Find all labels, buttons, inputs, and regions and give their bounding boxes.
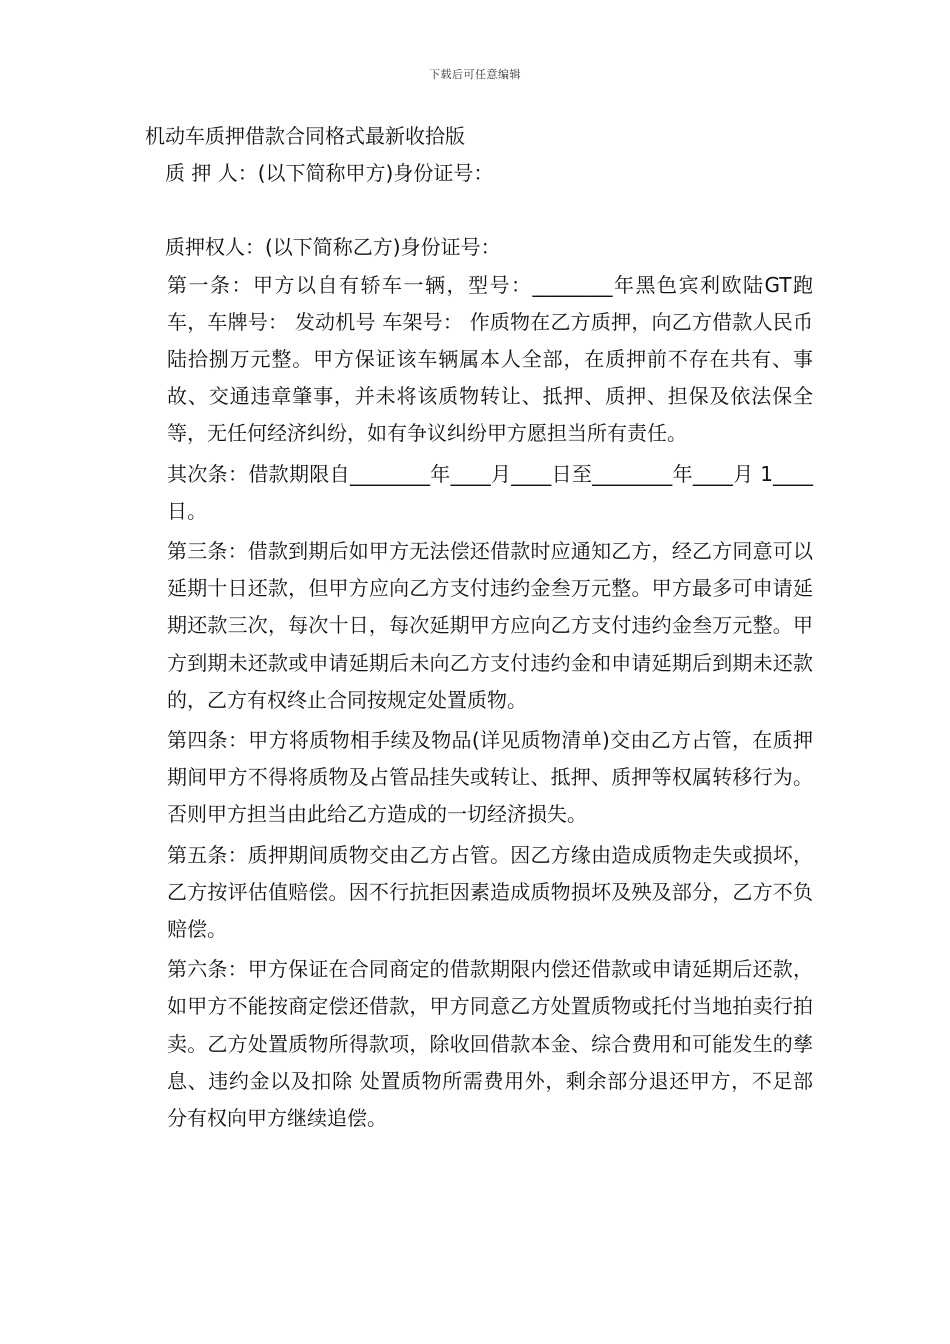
document-body: [145, 118, 813, 1137]
article-6: 第六条：甲方保证在合同商定的借款期限内偿还借款或申请延期后还款，如甲方不能按商定偿还借款，甲方同意乙方处置质物或托付当地拍卖行拍卖。乙方处置质物所得款项，除收回借款本金、综合费用和可能发生的孳息、违约金以及扣除 处置质物所需费用外，剩余部分退还甲方，不足部分有权向甲方继续追偿。: [167, 957, 813, 1131]
pledgee-line: 质押权人：(以下简称乙方)身份证号：: [165, 235, 501, 260]
article-1: 第一条：甲方以自有轿车一辆，型号：________年黑色宾利欧陆GT跑车，车牌号： 发动机号 车架号： 作质物在乙方质押，向乙方借款人民币陆拾捌万元整。甲方保证该车辆属本人全部，在质押前不存在共有、事故、交通违章肇事，并未将该质物转让、抵押、质押、担保及依法保全等，无任何经济纠纷，如有争议纠纷甲方愿担当所有责任。: [167, 272, 813, 446]
article-2: 其次条：借款期限自________年____月____日至________年____月 1____日。: [167, 461, 813, 523]
pledgor-line: 质 押 人：(以下简称甲方)身份证号：: [165, 161, 494, 186]
header-note: 下载后可任意编辑: [429, 68, 521, 81]
article-4: 第四条：甲方将质物相手续及物品(详见质物清单)交由乙方占管，在质押期间甲方不得将质物及占管品挂失或转让、抵押、质押等权属转移行为。否则甲方担当由此给乙方造成的一切经济损失。: [167, 728, 813, 827]
article-3: 第三条：借款到期后如甲方无法偿还借款时应通知乙方，经乙方同意可以延期十日还款，但甲方应向乙方支付违约金叁万元整。甲方最多可申请延期还款三次，每次十日，每次延期甲方应向乙方支付违约金叁万元整。甲方到期未还款或申请延期后未向乙方支付违约金和申请延期后到期未还款的，乙方有权终止合同按规定处置质物。: [167, 539, 813, 712]
article-5: 第五条：质押期间质物交由乙方占管。因乙方缘由造成质物走失或损坏，乙方按评估值赔偿。因不行抗拒因素造成质物损坏及殃及部分，乙方不负赔偿。: [167, 842, 813, 942]
blank-gap: [145, 192, 813, 229]
document-title: 机动车质押借款合同格式最新收拾版: [145, 124, 465, 148]
